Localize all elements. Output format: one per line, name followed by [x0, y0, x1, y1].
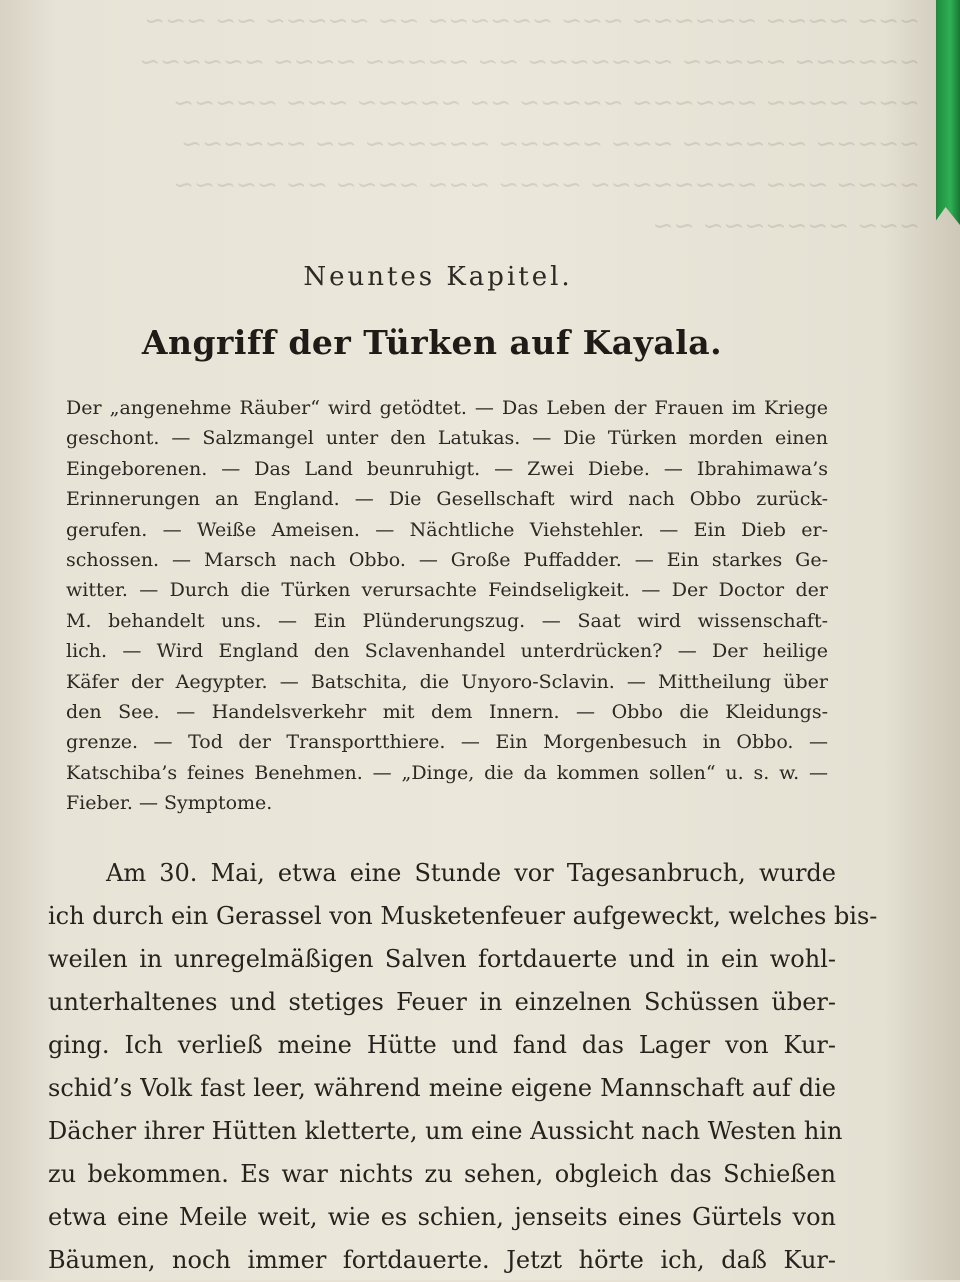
summary-line: lich. — Wird England den Sclavenhandel unterdrücken? — Der heilige: [66, 640, 828, 663]
body-line: Am 30. Mai, etwa eine Stunde vor Tagesanbruch, wurde: [106, 859, 836, 887]
show-through-text: ~~~ ~~~~ ~~~~~~ ~~~ ~~~~~~ ~~ ~~~~~ ~~ ~~~ ~~~~~~ ~~~~~ ~~~~~~~ ~~ ~~~~~ ~~~~ ~~~~~~ ~~~ ~~~~ ~~~~~~ ~~~~~ ~~ ~~~~~ ~~~ ~~~~~ ~~~~~ ~~~~~~ ~~~ ~~~~~ ~~~~~~ ~~ ~~~~~~ ~~~~ ~~~ ~~~~~~~~ ~~~~ ~~~ ~~~~ ~~ ~~~~~ ~~~ ~~~~~~~ ~~: [139, 6, 920, 240]
summary-line: M. behandelt uns. — Ein Plünderungszug. — Saat wird wissenschaft-: [66, 609, 828, 632]
body-line: Bäumen, noch immer fortdauerte. Jetzt hörte ich, daß Kur-: [48, 1246, 836, 1274]
summary-line: witter. — Durch die Türken verursachte Feindseligkeit. — Der Doctor der: [66, 579, 828, 602]
ribbon-bookmark: [936, 0, 960, 225]
summary-line: Käfer der Aegypter. — Batschita, die Unyoro-Sclavin. — Mittheilung über: [66, 670, 828, 693]
body-line: etwa eine Meile weit, wie es schien, jenseits eines Gürtels von: [48, 1203, 836, 1231]
body-line: ging. Ich verließ meine Hütte und fand das Lager von Kur-: [48, 1031, 836, 1059]
summary-line: Fieber. — Symptome.: [66, 792, 273, 815]
summary-line: schossen. — Marsch nach Obbo. — Große Puffadder. — Ein starkes Ge-: [66, 548, 828, 571]
body-line: zu bekommen. Es war nichts zu sehen, obgleich das Schießen: [48, 1160, 836, 1188]
body-paragraph: [48, 852, 878, 1282]
body-line: ich durch ein Gerassel von Musketenfeuer aufgeweckt, welches bis-: [48, 902, 878, 930]
summary-line: den See. — Handelsverkehr mit dem Innern. — Obbo die Kleidungs-: [66, 700, 828, 723]
summary-line: geschont. — Salzmangel unter den Latukas. — Die Türken morden einen: [66, 427, 828, 450]
chapter-number: Neuntes Kapitel.: [303, 262, 573, 292]
body-line: Dächer ihrer Hütten kletterte, um eine Aussicht nach Westen hin: [48, 1117, 843, 1145]
summary-line: Katschiba’s feines Benehmen. — „Dinge, die da kommen sollen“ u. s. w. —: [66, 761, 828, 784]
summary-line: grenze. — Tod der Transportthiere. — Ein Morgenbesuch in Obbo. —: [66, 731, 828, 754]
chapter-title: Angriff der Türken auf Kayala.: [141, 323, 723, 362]
body-line: schid’s Volk fast leer, während meine eigene Mannschaft auf die: [48, 1074, 836, 1102]
summary-line: Der „angenehme Räuber“ wird getödtet. — Das Leben der Frauen im Kriege: [66, 397, 828, 419]
chapter-summary: [66, 393, 828, 818]
body-line: weilen in unregelmäßigen Salven fortdauerte und in ein wohl-: [48, 945, 836, 973]
summary-line: Erinnerungen an England. — Die Gesellschaft wird nach Obbo zurück-: [66, 488, 828, 511]
summary-line: gerufen. — Weiße Ameisen. — Nächtliche Viehstehler. — Ein Dieb er-: [66, 518, 828, 541]
body-line: unterhaltenes und stetiges Feuer in einzelnen Schüssen über-: [48, 988, 836, 1016]
summary-line: Eingeborenen. — Das Land beunruhigt. — Zwei Diebe. — Ibrahimawa’s: [66, 457, 828, 480]
